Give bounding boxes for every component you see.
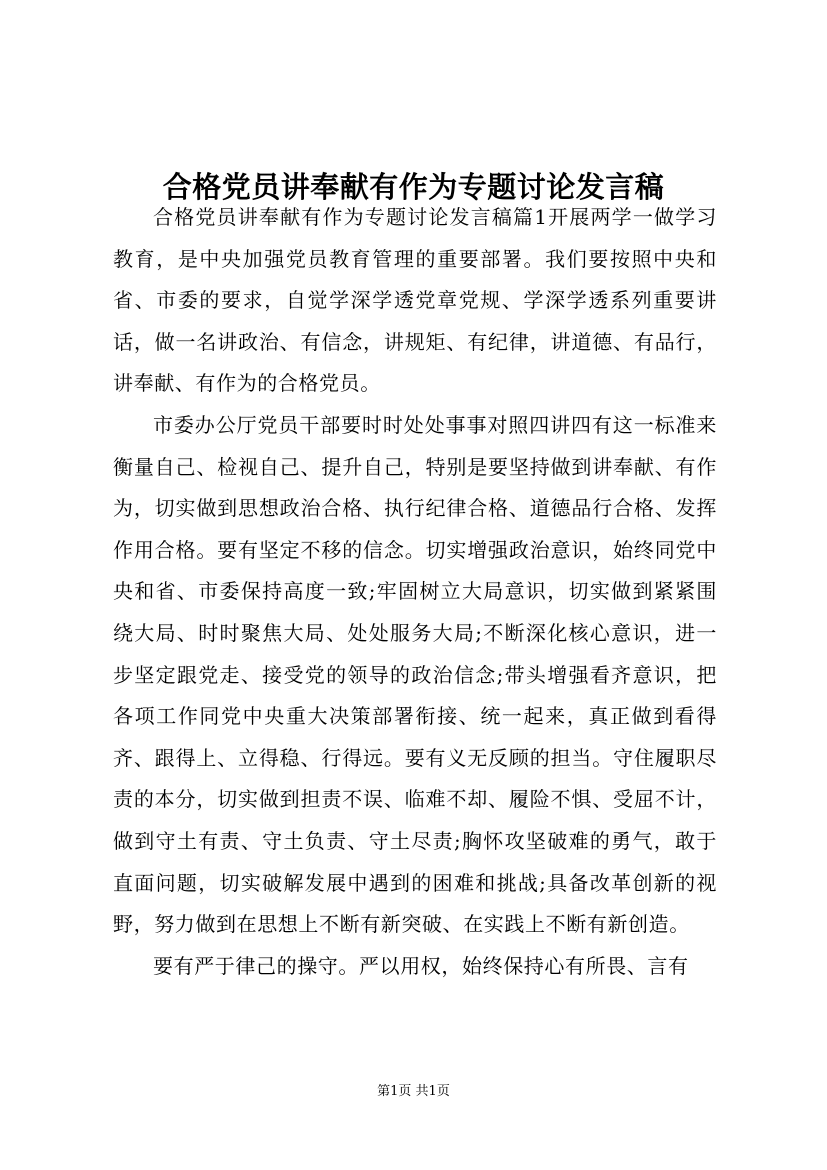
document-title: 合格党员讲奉献有作为专题讨论发言稿 — [162, 170, 665, 205]
paragraph-3: 要有严于律己的操守。严以用权，始终保持心有所畏、言有 — [153, 953, 689, 978]
paragraph-1: 合格党员讲奉献有作为专题讨论发言稿篇1开展两学一做学习教育，是中央加强党员教育管理的重要部署。我们要按照中央和省、市委的要求，自觉学深学透党章党规、学深学透系列重要讲话，做一名讲政治、有信念，讲规矩、有纪律，讲道德、有品行，讲奉献、有作为的合格党员。 — [113, 205, 717, 396]
document-body — [113, 197, 717, 987]
page-footer: 第1页 共1页 — [377, 1084, 450, 1099]
paragraph-2: 市委办公厅党员干部要时时处处事事对照四讲四有这一标准来衡量自己、检视自己、提升自己，特别是要坚持做到讲奉献、有作为，切实做到思想政治合格、执行纪律合格、道德品行合格、发挥作用合格。要有坚定不移的信念。切实增强政治意识，始终同党中央和省、市委保持高度一致;牢固树立大局意识，切实做到紧紧围绕大局、时时聚焦大局、处处服务大局;不断深化核心意识，进一步坚定跟党走、接受党的领导的政治信念;带头增强看齐意识，把各项工作同党中央重大决策部署衔接、统一起来，真正做到看得齐、跟得上、立得稳、行得远。要有义无反顾的担当。守住履职尽责的本分，切实做到担责不误、临难不却、履险不惧、受屈不计，做到守土有责、守土负责、守土尽责;胸怀攻坚破难的勇气，敢于直面问题，切实破解发展中遇到的困难和挑战;具备改革创新的视野，努力做到在思想上不断有新突破、在实践上不断有新创造。 — [113, 412, 717, 937]
